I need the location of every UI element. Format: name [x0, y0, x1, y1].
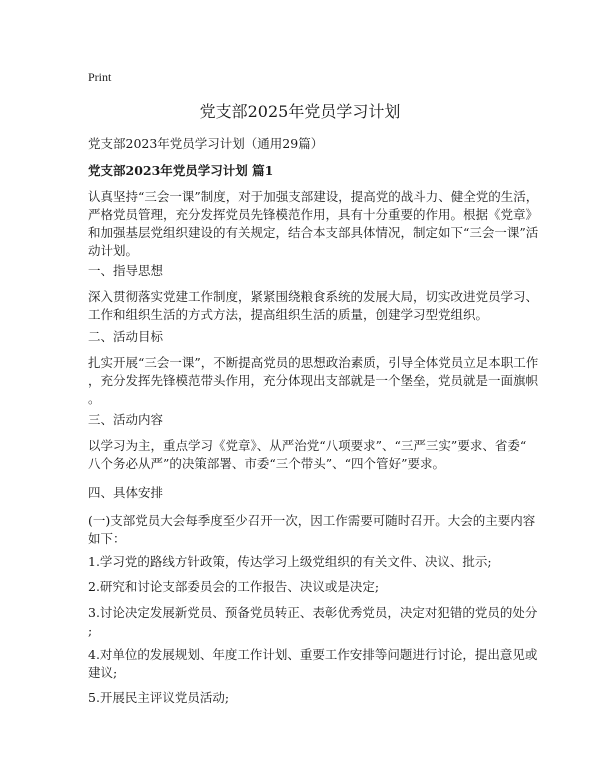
text-line: 1.学习党的路线方针政策，传达学习上级党组织的有关文件、决议、批示;	[88, 554, 492, 569]
document-title: 党支部2025年党员学习计划	[199, 102, 401, 121]
heading-guiding-ideology	[88, 262, 520, 280]
list-item	[88, 578, 520, 596]
text-line: 。	[88, 391, 101, 406]
heading-activity-goals	[88, 328, 520, 346]
text-line: 扎实开展“三会一课”，不断提高党员的思想政治素质，引导全体党员立足本职工作	[88, 355, 539, 370]
text-line: ，充分发挥先锋模范带头作用，充分体现出支部就是一个堡垒，党员就是一面旗帜	[88, 373, 539, 388]
text-line: 二、活动目标	[88, 329, 164, 344]
text-line: 八个务必从严”的决策部署、市委“三个带头”、“四个管好”要求。	[88, 456, 445, 471]
activity-content-paragraph	[88, 437, 527, 473]
text-line: 如下：	[88, 531, 126, 546]
heading-activity-content	[88, 411, 520, 429]
text-line: 建议;	[88, 665, 118, 680]
text-line: 四、具体安排	[88, 485, 164, 500]
text-line: 工作和组织生活的方式方法，提高组织生活的质量，创建学习型党组织。	[88, 307, 489, 322]
text-line: 5.开展民主评议党员活动;	[88, 690, 230, 705]
text-line: 动计划。	[88, 243, 139, 258]
text-line: (一)支部党员大会每季度至少召开一次，因工作需要可随时召开。大会的主要内容	[88, 513, 536, 528]
text-line: 三、活动内容	[88, 412, 164, 427]
text-line: 深入贯彻落实党建工作制度，紧紧围绕粮食系统的发展大局，切实改进党员学习、	[88, 289, 539, 304]
section-heading: 党支部2023年党员学习计划 篇1	[88, 163, 274, 178]
text-line: 和加强基层党组织建设的有关规定，结合本支部具体情况，制定如下“三会一课”活	[88, 225, 539, 240]
document-subtitle: 党支部2023年党员学习计划（通用29篇）	[88, 136, 324, 151]
list-item	[88, 646, 538, 682]
text-line: 2.研究和讨论支部委员会的工作报告、决议或是决定;	[88, 579, 380, 594]
text-line: 一、指导思想	[88, 263, 164, 278]
list-item	[88, 553, 520, 571]
print-link[interactable]: Print	[88, 70, 112, 84]
activity-goals-paragraph	[88, 354, 539, 408]
list-item	[88, 689, 520, 707]
text-line: ;	[88, 623, 93, 638]
heading-specific-arrangements	[88, 484, 520, 502]
text-line: 严格党员管理，充分发挥党员先锋模范作用，具有十分重要的作用。根据《党章》	[88, 207, 539, 222]
arrangement-paragraph	[88, 512, 536, 548]
text-line: 认真坚持“三会一课”制度，对于加强支部建设，提高党的战斗力、健全党的生活，	[88, 189, 539, 204]
list-item	[88, 604, 538, 640]
text-line: 3.讨论决定发展新党员、预备党员转正、表彰优秀党员，决定对犯错的党员的处分	[88, 605, 538, 620]
text-line: 以学习为主，重点学习《党章》、从严治党“八项要求”、“三严三实”要求、省委“	[88, 438, 527, 453]
guiding-ideology-paragraph	[88, 288, 539, 324]
intro-paragraph	[88, 188, 539, 260]
text-line: 4.对单位的发展规划、年度工作计划、重要工作安排等问题进行讨论，提出意见或	[88, 647, 538, 662]
